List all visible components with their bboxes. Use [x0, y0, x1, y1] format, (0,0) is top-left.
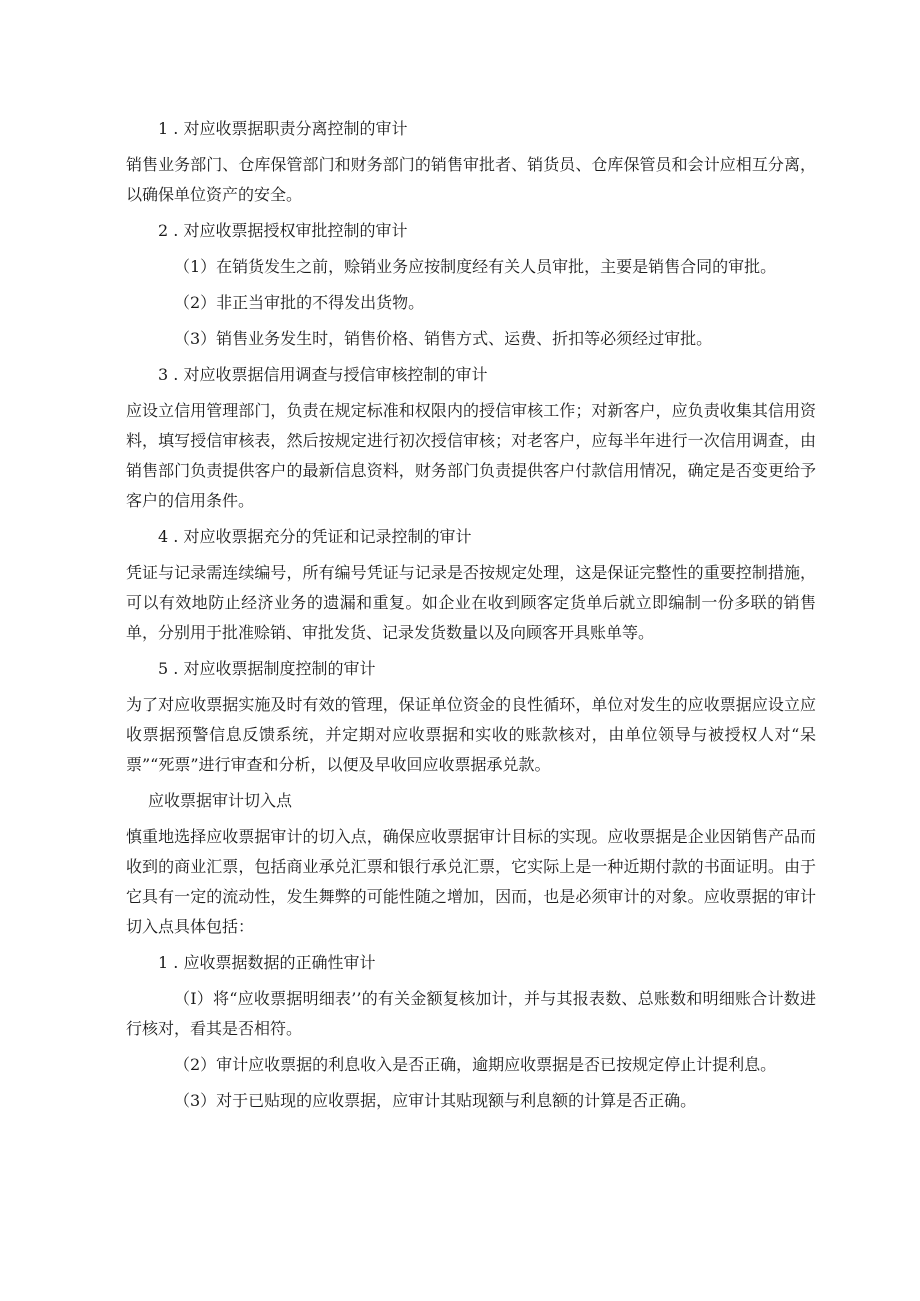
- list-item: （3）销售业务发生时，销售价格、销售方式、运费、折扣等必须经过审批。: [174, 329, 713, 348]
- document-body: [126, 114, 816, 1122]
- list-item: （1）在销货发生之前，赊销业务应按制度经有关人员审批，主要是销售合同的审批。: [174, 257, 777, 276]
- paragraph: 慎重地选择应收票据审计的切入点，确保应收票据审计目标的实现。应收票据是企业因销售产品而收到的商业汇票，包括商业承兑汇票和银行承兑汇票，它实际上是一种近期付款的书面证明。由于它具有一定的流动性，发生舞弊的可能性随之增加，因而，也是必须审计的对象。应收票据的审计切入点具体包括：: [126, 827, 816, 936]
- paragraph: 应设立信用管理部门，负责在规定标准和权限内的授信审核工作；对新客户，应负责收集其信用资料，填写授信审核表，然后按规定进行初次授信审核；对老客户，应每半年进行一次信用调查，由销售部门负责提供客户的最新信息资料，财务部门负责提供客户付款信用情况，确定是否变更给予客户的信用条件。: [126, 401, 816, 510]
- section-heading-6: 1 . 应收票据数据的正确性审计: [158, 953, 376, 972]
- section-heading-2: 2 . 对应收票据授权审批控制的审计: [158, 221, 408, 240]
- paragraph: 销售业务部门、仓库保管部门和财务部门的销售审批者、销货员、仓库保管员和会计应相互分离，以确保单位资产的安全。: [126, 155, 816, 204]
- paragraph: 凭证与记录需连续编号，所有编号凭证与记录是否按规定处理，这是保证完整性的重要控制措施，可以有效地防止经济业务的遗漏和重复。如企业在收到顾客定货单后就立即编制一份多联的销售单，分别用于批准赊销、审批发货、记录发货数量以及向顾客开具账单等。: [126, 563, 816, 642]
- paragraph: 为了对应收票据实施及时有效的管理，保证单位资金的良性循环，单位对发生的应收票据应设立应收票据预警信息反馈系统，并定期对应收票据和实收的账款核对，由单位领导与被授权人对“呆票”“死票”进行审查和分析，以便及早收回应收票据承兑款。: [126, 695, 816, 774]
- section-heading-4: 4 . 对应收票据充分的凭证和记录控制的审计: [158, 527, 472, 546]
- section-heading-5: 5 . 对应收票据制度控制的审计: [158, 659, 376, 678]
- list-item: （3）对于已贴现的应收票据，应审计其贴现额与利息额的计算是否正确。: [174, 1091, 697, 1110]
- subsection-title: 应收票据审计切入点: [148, 791, 293, 810]
- list-item: （2）审计应收票据的利息收入是否正确，逾期应收票据是否已按规定停止计提利息。: [174, 1055, 777, 1074]
- list-item: （2）非正当审批的不得发出货物。: [174, 293, 425, 312]
- section-heading-1: 1 . 对应收票据职责分离控制的审计: [158, 119, 408, 138]
- list-item: （I）将“应收票据明细表’’的有关金额复核加计，并与其报表数、总账数和明细账合计数进行核对，看其是否相符。: [126, 989, 816, 1038]
- section-heading-3: 3 . 对应收票据信用调查与授信审核控制的审计: [158, 365, 488, 384]
